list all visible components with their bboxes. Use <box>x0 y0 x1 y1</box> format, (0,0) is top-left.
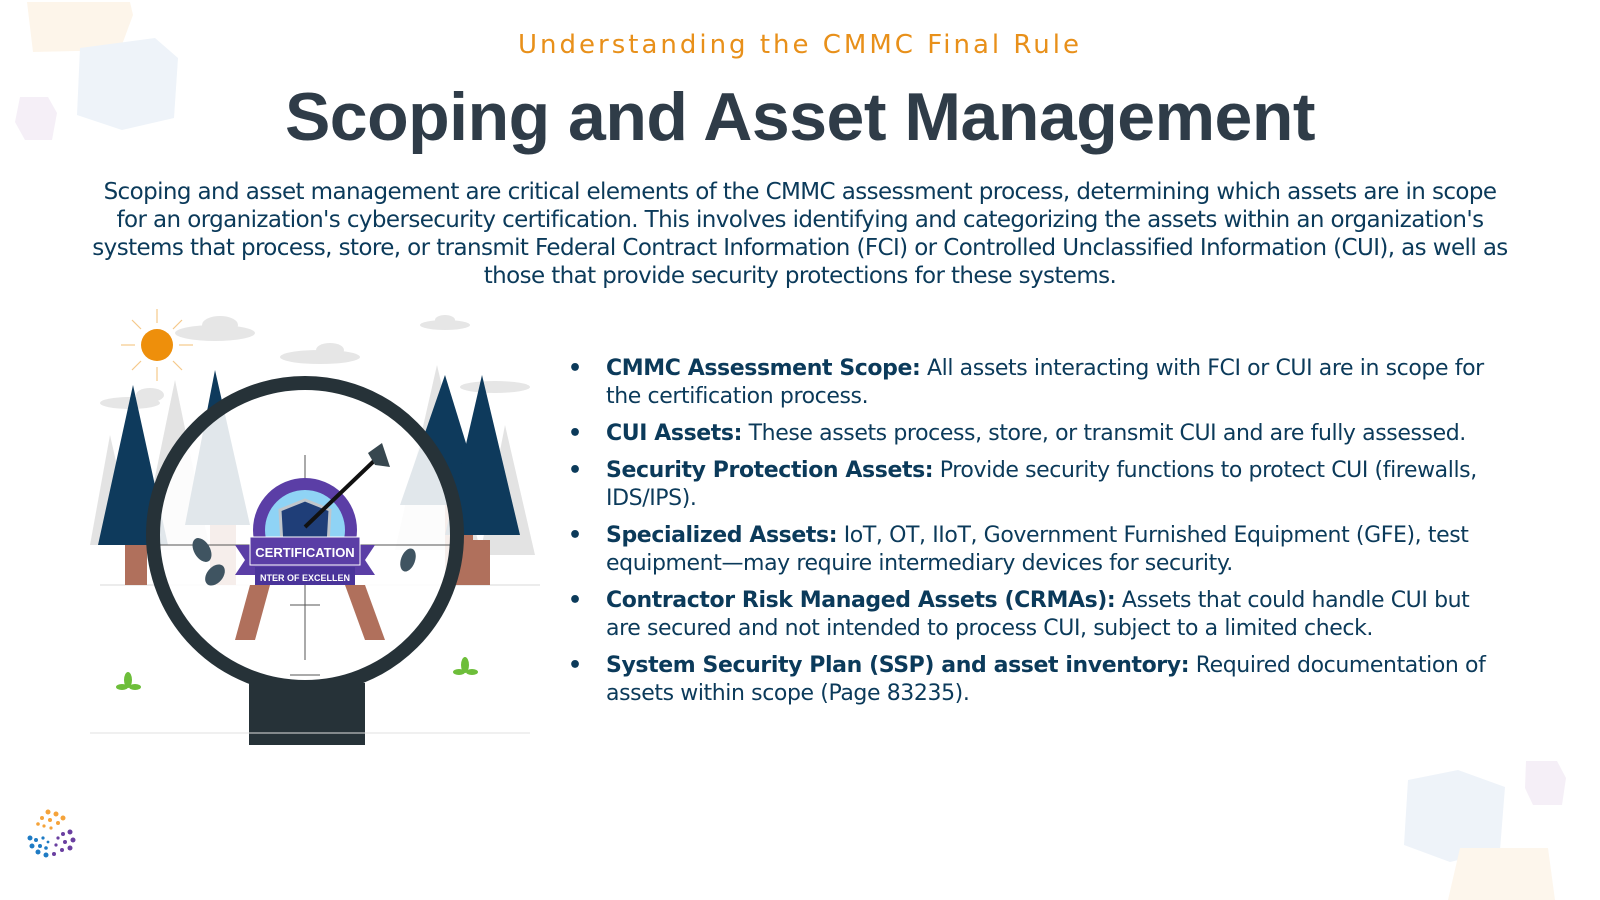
badge-bottom-text: NTER OF EXCELLEN <box>259 573 351 583</box>
scope-target-illustration <box>90 305 540 745</box>
bullet-dot-icon: • <box>568 458 582 483</box>
bullet-term: Security Protection Assets: <box>606 458 934 483</box>
bullet-item <box>568 355 1508 411</box>
badge-ribbon-text: CERTIFICATION <box>255 545 355 560</box>
decor-cubes-bottom-right <box>1360 730 1600 900</box>
bullet-text: These assets process, store, or transmit CUI and are fully assessed. <box>742 421 1466 446</box>
bullet-item <box>568 522 1508 578</box>
bullet-term: CUI Assets: <box>606 421 743 446</box>
bullet-list <box>568 355 1508 717</box>
bullet-dot-icon: • <box>568 356 582 381</box>
bullet-item <box>568 420 1508 448</box>
bullet-dot-icon: • <box>568 421 582 446</box>
bullet-item <box>568 587 1508 643</box>
bullet-text: All assets interacting with FCI or CUI are in scope for the certification process. <box>606 356 1484 409</box>
bullet-dot-icon: • <box>568 588 582 613</box>
bullet-dot-icon: • <box>568 653 582 678</box>
bullet-text: Assets that could handle CUI but are secured and not intended to process CUI, subject to a limited check. <box>606 588 1470 641</box>
sun-icon <box>121 309 193 381</box>
intro-paragraph: Scoping and asset management are critical elements of the CMMC assessment process, determining which assets are in scope for an organization's cybersecurity certification. This involves identifying and categorizing the assets within an organization's systems that process, store, or transmit Federal Contract Information (FCI) or Controlled Unclassified Information (CUI), as well as those that provide security protections for these systems. <box>92 179 1508 289</box>
bullet-dot-icon: • <box>568 523 582 548</box>
slide-kicker: Understanding the CMMC Final Rule <box>518 30 1082 60</box>
slide-title: Scoping and Asset Management <box>284 79 1316 155</box>
company-logo-icon <box>18 800 88 870</box>
bullet-text: IoT, OT, IIoT, Government Furnished Equipment (GFE), test equipment—may require intermediary devices for security. <box>606 523 1469 576</box>
bullet-term: Specialized Assets: <box>606 523 838 548</box>
bullet-term: Contractor Risk Managed Assets (CRMAs): <box>606 588 1116 613</box>
bullet-term: System Security Plan (SSP) and asset inventory: <box>606 653 1190 678</box>
bullet-term: CMMC Assessment Scope: <box>606 356 921 381</box>
bullet-item <box>568 652 1508 708</box>
scope-handle <box>249 683 365 745</box>
bullet-item <box>568 457 1508 513</box>
bullet-text: Required documentation of assets within scope (Page 83235). <box>606 653 1486 706</box>
bullet-text: Provide security functions to protect CUI (firewalls, IDS/IPS). <box>606 458 1477 511</box>
